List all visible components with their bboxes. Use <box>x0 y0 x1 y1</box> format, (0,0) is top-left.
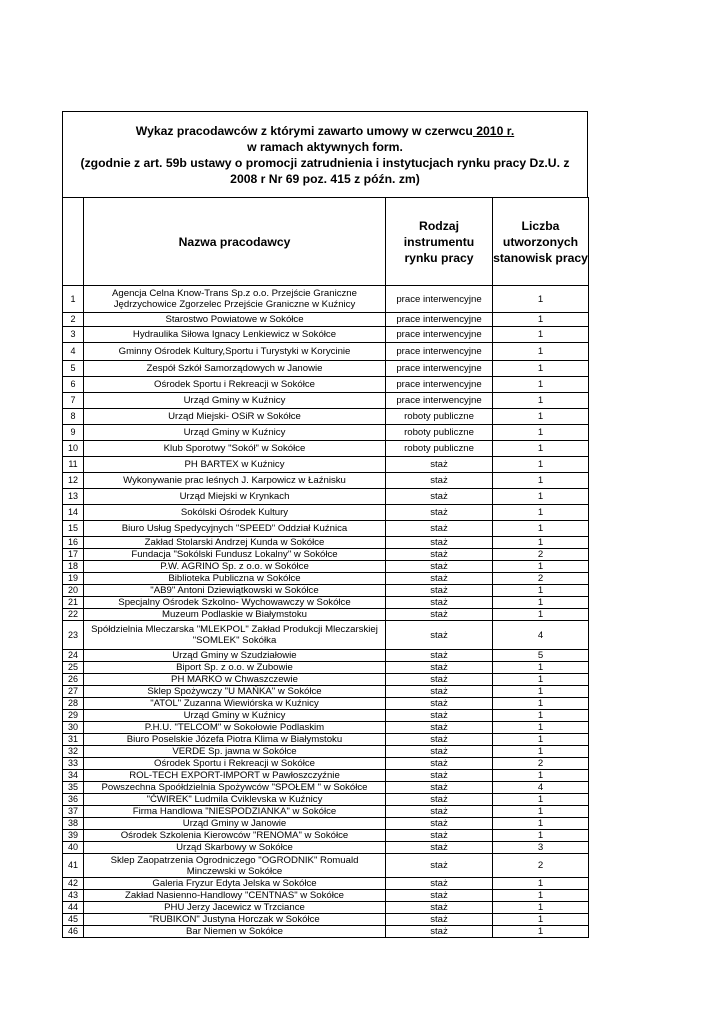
row-number: 45 <box>63 914 84 926</box>
table-row <box>63 286 589 313</box>
table-row <box>63 473 589 489</box>
jobs-count: 2 <box>493 549 589 561</box>
document-title <box>62 111 588 197</box>
row-number: 31 <box>63 734 84 746</box>
employer-name: PH BARTEX w Kuźnicy <box>84 457 386 473</box>
employer-name: Zespół Szkół Samorządowych w Janowie <box>84 361 386 377</box>
instrument-type: staż <box>386 537 493 549</box>
table-row <box>63 722 589 734</box>
row-number: 33 <box>63 758 84 770</box>
instrument-type: staż <box>386 662 493 674</box>
instrument-type: staż <box>386 842 493 854</box>
instrument-type: staż <box>386 473 493 489</box>
table-row <box>63 746 589 758</box>
jobs-count: 4 <box>493 621 589 650</box>
employer-name: "RUBIKON" Justyna Horczak w Sokółce <box>84 914 386 926</box>
jobs-count: 1 <box>493 686 589 698</box>
table-row <box>63 561 589 573</box>
jobs-count: 1 <box>493 746 589 758</box>
row-number: 27 <box>63 686 84 698</box>
row-number: 14 <box>63 505 84 521</box>
row-number: 46 <box>63 926 84 938</box>
instrument-type: staż <box>386 854 493 878</box>
employer-name: Specjalny Ośrodek Szkolno- Wychowawczy w Sokółce <box>84 597 386 609</box>
row-number: 22 <box>63 609 84 621</box>
row-number: 12 <box>63 473 84 489</box>
table-row <box>63 734 589 746</box>
table-row <box>63 621 589 650</box>
row-number: 5 <box>63 361 84 377</box>
instrument-type: staż <box>386 457 493 473</box>
jobs-count: 1 <box>493 902 589 914</box>
employer-list-sheet <box>62 111 588 938</box>
instrument-type: prace interwencyjne <box>386 286 493 313</box>
table-row <box>63 409 589 425</box>
jobs-count: 1 <box>493 830 589 842</box>
jobs-count: 1 <box>493 926 589 938</box>
table-row <box>63 818 589 830</box>
row-number: 11 <box>63 457 84 473</box>
table-row <box>63 794 589 806</box>
employer-name: Biblioteka Publiczna w Sokółce <box>84 573 386 585</box>
employer-name: Sklep Spożywczy "U MAŃKA" w Sokółce <box>84 686 386 698</box>
employer-name: Ośrodek Szkolenia Kierowców "RENOMA" w Sokółce <box>84 830 386 842</box>
row-number: 35 <box>63 782 84 794</box>
instrument-type: staż <box>386 489 493 505</box>
jobs-count: 1 <box>493 585 589 597</box>
employer-name: Urząd Miejski w Krynkach <box>84 489 386 505</box>
row-number: 1 <box>63 286 84 313</box>
instrument-type: staż <box>386 902 493 914</box>
instrument-type: prace interwencyjne <box>386 327 493 343</box>
row-number: 13 <box>63 489 84 505</box>
header-jobs-count: Liczba utworzonych stanowisk pracy <box>493 198 589 286</box>
instrument-type: staż <box>386 890 493 902</box>
jobs-count: 1 <box>493 505 589 521</box>
table-row <box>63 327 589 343</box>
employer-name: Urząd Skarbowy w Sokółce <box>84 842 386 854</box>
jobs-count: 1 <box>493 806 589 818</box>
row-number: 43 <box>63 890 84 902</box>
row-number: 28 <box>63 698 84 710</box>
employer-name: Firma Handlowa "NIESPODZIANKA" w Sokółce <box>84 806 386 818</box>
jobs-count: 1 <box>493 710 589 722</box>
instrument-type: staż <box>386 710 493 722</box>
employer-name: Spółdzielnia Mleczarska "MLEKPOL" Zakład Produkcji Mleczarskiej "SOMLEK" Sokółka <box>84 621 386 650</box>
table-row <box>63 806 589 818</box>
instrument-type: prace interwencyjne <box>386 393 493 409</box>
instrument-type: staż <box>386 674 493 686</box>
instrument-type: staż <box>386 818 493 830</box>
employer-name: P.W. AGRINO Sp. z o.o. w Sokółce <box>84 561 386 573</box>
table-row <box>63 573 589 585</box>
table-row <box>63 698 589 710</box>
instrument-type: staż <box>386 609 493 621</box>
table-row <box>63 890 589 902</box>
employer-name: Klub Sporotwy "Sokół" w Sokółce <box>84 441 386 457</box>
instrument-type: staż <box>386 926 493 938</box>
table-row <box>63 878 589 890</box>
row-number: 32 <box>63 746 84 758</box>
table-row <box>63 758 589 770</box>
row-number: 20 <box>63 585 84 597</box>
table-row <box>63 377 589 393</box>
employer-name: Agencja Celna Know-Trans Sp.z o.o. Przejście Graniczne Jędrzychowice Zgorzelec Przejście Graniczne w Kuźnicy <box>84 286 386 313</box>
row-number: 30 <box>63 722 84 734</box>
instrument-type: staż <box>386 650 493 662</box>
table-row <box>63 914 589 926</box>
table-row <box>63 597 589 609</box>
row-number: 34 <box>63 770 84 782</box>
table-row <box>63 710 589 722</box>
instrument-type: staż <box>386 830 493 842</box>
jobs-count: 1 <box>493 890 589 902</box>
jobs-count: 1 <box>493 794 589 806</box>
jobs-count: 1 <box>493 409 589 425</box>
instrument-type: staż <box>386 698 493 710</box>
jobs-count: 1 <box>493 393 589 409</box>
jobs-count: 1 <box>493 313 589 327</box>
jobs-count: 1 <box>493 722 589 734</box>
instrument-type: staż <box>386 521 493 537</box>
employer-name: Zakład Stolarski Andrzej Kunda w Sokółce <box>84 537 386 549</box>
row-number: 6 <box>63 377 84 393</box>
row-number: 26 <box>63 674 84 686</box>
instrument-type: staż <box>386 549 493 561</box>
instrument-type: staż <box>386 914 493 926</box>
employer-name: VERDE Sp. jawna w Sokółce <box>84 746 386 758</box>
instrument-type: staż <box>386 746 493 758</box>
instrument-type: roboty publiczne <box>386 409 493 425</box>
jobs-count: 4 <box>493 782 589 794</box>
jobs-count: 1 <box>493 489 589 505</box>
table-row <box>63 585 589 597</box>
instrument-type: prace interwencyjne <box>386 377 493 393</box>
table-row <box>63 770 589 782</box>
instrument-type: staż <box>386 686 493 698</box>
employer-name: P.H.U. "TELCOM" w Sokołowie Podlaskim <box>84 722 386 734</box>
instrument-type: staż <box>386 734 493 746</box>
table-row <box>63 537 589 549</box>
employer-name: Zakład Nasienno-Handlowy "CENTNAS" w Sokółce <box>84 890 386 902</box>
employer-name: Sklep Zaopatrzenia Ogrodniczego "OGRODNIK" Romuald Minczewski w Sokółce <box>84 854 386 878</box>
jobs-count: 1 <box>493 818 589 830</box>
instrument-type: staż <box>386 794 493 806</box>
row-number: 36 <box>63 794 84 806</box>
row-number: 3 <box>63 327 84 343</box>
table-row <box>63 441 589 457</box>
jobs-count: 1 <box>493 361 589 377</box>
employer-name: Wykonywanie prac leśnych J. Karpowicz w Łaźnisku <box>84 473 386 489</box>
table-row <box>63 830 589 842</box>
row-number: 38 <box>63 818 84 830</box>
row-number: 16 <box>63 537 84 549</box>
table-row <box>63 313 589 327</box>
jobs-count: 1 <box>493 425 589 441</box>
row-number: 40 <box>63 842 84 854</box>
row-number: 7 <box>63 393 84 409</box>
jobs-count: 1 <box>493 343 589 361</box>
instrument-type: staż <box>386 597 493 609</box>
jobs-count: 1 <box>493 441 589 457</box>
jobs-count: 1 <box>493 734 589 746</box>
row-number: 8 <box>63 409 84 425</box>
jobs-count: 1 <box>493 537 589 549</box>
jobs-count: 2 <box>493 758 589 770</box>
instrument-type: roboty publiczne <box>386 441 493 457</box>
table-row <box>63 393 589 409</box>
title-line-2: w ramach aktywnych form. <box>247 139 403 154</box>
employer-name: Biuro Usług Spedycyjnych "SPEED" Oddział Kuźnica <box>84 521 386 537</box>
employer-name: Ośrodek Sportu i Rekreacji w Sokółce <box>84 377 386 393</box>
row-number: 15 <box>63 521 84 537</box>
table-row <box>63 674 589 686</box>
row-number: 17 <box>63 549 84 561</box>
row-number: 23 <box>63 621 84 650</box>
jobs-count: 1 <box>493 770 589 782</box>
row-number: 24 <box>63 650 84 662</box>
jobs-count: 2 <box>493 854 589 878</box>
row-number: 44 <box>63 902 84 914</box>
employer-name: Urząd Gminy w Janowie <box>84 818 386 830</box>
jobs-count: 1 <box>493 878 589 890</box>
instrument-type: staż <box>386 770 493 782</box>
row-number: 41 <box>63 854 84 878</box>
employer-name: PHU Jerzy Jacewicz w Trzciance <box>84 902 386 914</box>
row-number: 18 <box>63 561 84 573</box>
table-row <box>63 457 589 473</box>
table-row <box>63 425 589 441</box>
employer-name: Bar Niemen w Sokółce <box>84 926 386 938</box>
instrument-type: staż <box>386 561 493 573</box>
employer-name: Powszechna Spoółdzielnia Spożywców "SPOŁEM " w Sokółce <box>84 782 386 794</box>
jobs-count: 1 <box>493 473 589 489</box>
employer-name: "AB9" Antoni Dziewiątkowski w Sokółce <box>84 585 386 597</box>
instrument-type: staż <box>386 621 493 650</box>
instrument-type: staż <box>386 722 493 734</box>
jobs-count: 1 <box>493 674 589 686</box>
instrument-type: prace interwencyjne <box>386 361 493 377</box>
row-number: 21 <box>63 597 84 609</box>
instrument-type: staż <box>386 505 493 521</box>
title-line-1: Wykaz pracodawców z którymi zawarto umowy w czerwcu 2010 r. <box>135 123 515 138</box>
table-row <box>63 662 589 674</box>
jobs-count: 1 <box>493 377 589 393</box>
title-year: 2010 r. <box>472 123 515 138</box>
employer-name: Urząd Miejski- OSiR w Sokółce <box>84 409 386 425</box>
row-number: 19 <box>63 573 84 585</box>
row-number: 39 <box>63 830 84 842</box>
employer-name: Starostwo Powiatowe w Sokółce <box>84 313 386 327</box>
table-row <box>63 489 589 505</box>
row-number: 4 <box>63 343 84 361</box>
employer-name: Biport Sp. z o.o. w Zubowie <box>84 662 386 674</box>
table-header-row <box>63 198 589 286</box>
employer-name: Urząd Gminy w Szudziałowie <box>84 650 386 662</box>
jobs-count: 1 <box>493 662 589 674</box>
instrument-type: staż <box>386 573 493 585</box>
employer-name: Sokólski Ośrodek Kultury <box>84 505 386 521</box>
row-number: 2 <box>63 313 84 327</box>
employer-name: Urząd Gminy w Kuźnicy <box>84 710 386 722</box>
employer-name: Fundacja "Sokólski Fundusz Lokalny" w Sokółce <box>84 549 386 561</box>
table-row <box>63 609 589 621</box>
table-row <box>63 650 589 662</box>
table-row <box>63 343 589 361</box>
jobs-count: 3 <box>493 842 589 854</box>
jobs-count: 1 <box>493 609 589 621</box>
header-employer-name: Nazwa pracodawcy <box>84 198 386 286</box>
row-number: 25 <box>63 662 84 674</box>
employer-name: Urząd Gminy w Kuźnicy <box>84 425 386 441</box>
table-row <box>63 926 589 938</box>
instrument-type: staż <box>386 782 493 794</box>
table-row <box>63 854 589 878</box>
employer-name: "ĆWIREK" Ludmila Cviklevska w Kuźnicy <box>84 794 386 806</box>
employer-name: Biuro Poselskie Józefa Piotra Klima w Białymstoku <box>84 734 386 746</box>
row-number: 9 <box>63 425 84 441</box>
instrument-type: staż <box>386 758 493 770</box>
instrument-type: staż <box>386 585 493 597</box>
employer-name: "ATOL" Zuzanna Wiewiórska w Kuźnicy <box>84 698 386 710</box>
instrument-type: staż <box>386 806 493 818</box>
employer-name: Ośrodek Sportu i Rekreacji w Sokółce <box>84 758 386 770</box>
employer-name: ROL-TECH EXPORT-IMPORT w Pawłoszczyźnie <box>84 770 386 782</box>
employer-name: PH MARKO w Chwaszczewie <box>84 674 386 686</box>
table-row <box>63 361 589 377</box>
employer-name: Urząd Gminy w Kuźnicy <box>84 393 386 409</box>
jobs-count: 1 <box>493 457 589 473</box>
header-number <box>63 198 84 286</box>
instrument-type: roboty publiczne <box>386 425 493 441</box>
table-row <box>63 521 589 537</box>
jobs-count: 1 <box>493 327 589 343</box>
header-instrument-type: Rodzaj instrumentu rynku pracy <box>386 198 493 286</box>
table-row <box>63 686 589 698</box>
jobs-count: 1 <box>493 698 589 710</box>
instrument-type: staż <box>386 878 493 890</box>
jobs-count: 1 <box>493 597 589 609</box>
jobs-count: 2 <box>493 573 589 585</box>
instrument-type: prace interwencyjne <box>386 343 493 361</box>
title-line-3: (zgodnie z art. 59b ustawy o promocji zatrudnienia i instytucjach rynku pracy Dz.U. z 2008 r Nr 69 poz. 415 z późn. zm) <box>80 155 570 186</box>
instrument-type: prace interwencyjne <box>386 313 493 327</box>
jobs-count: 1 <box>493 521 589 537</box>
jobs-count: 1 <box>493 914 589 926</box>
table-row <box>63 842 589 854</box>
table-row <box>63 549 589 561</box>
table-row <box>63 782 589 794</box>
jobs-count: 5 <box>493 650 589 662</box>
employer-name: Muzeum Podlaskie w Białymstoku <box>84 609 386 621</box>
row-number: 42 <box>63 878 84 890</box>
employer-name: Galeria Fryzur Edyta Jelska w Sokółce <box>84 878 386 890</box>
row-number: 10 <box>63 441 84 457</box>
employer-name: Gminny Ośrodek Kultury,Sportu i Turystyki w Korycinie <box>84 343 386 361</box>
table-row <box>63 902 589 914</box>
table-row <box>63 505 589 521</box>
jobs-count: 1 <box>493 286 589 313</box>
row-number: 29 <box>63 710 84 722</box>
employer-name: Hydraulika Siłowa Ignacy Lenkiewicz w Sokółce <box>84 327 386 343</box>
row-number: 37 <box>63 806 84 818</box>
employer-table <box>62 197 589 938</box>
jobs-count: 1 <box>493 561 589 573</box>
